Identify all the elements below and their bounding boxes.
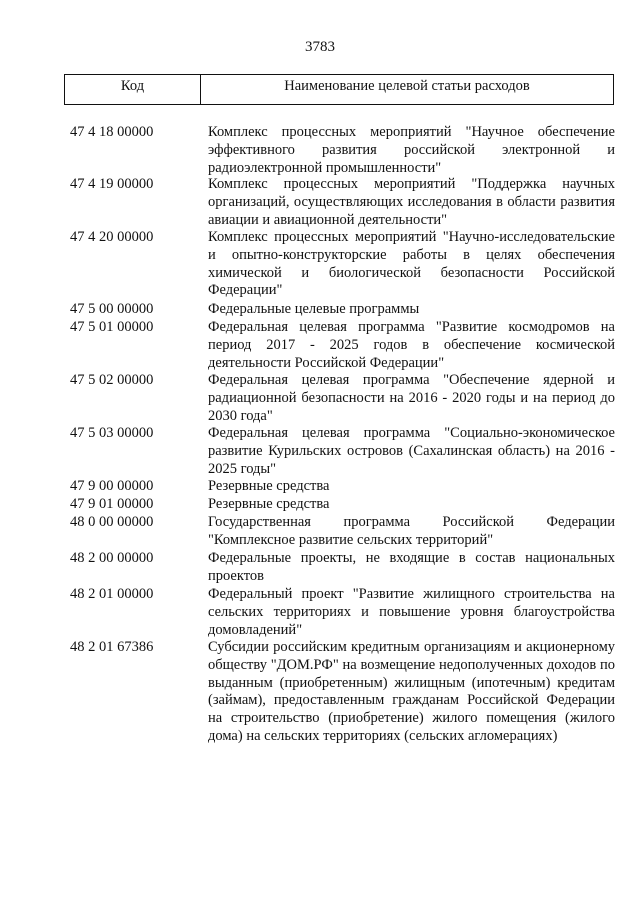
table-header [64, 74, 614, 105]
row-code: 47 4 19 00000 [70, 176, 154, 192]
table-row [70, 176, 615, 229]
page-number: 3783 [305, 39, 335, 55]
table-row [70, 639, 615, 746]
row-code: 47 4 18 00000 [70, 124, 154, 140]
table-row [70, 301, 615, 319]
row-code: 47 5 03 00000 [70, 425, 154, 441]
row-code: 48 0 00 00000 [70, 514, 154, 530]
table-row [70, 319, 615, 372]
row-code: 48 2 01 67386 [70, 639, 154, 655]
code-column-header: Код [65, 75, 201, 104]
table-row [70, 425, 615, 478]
row-name: Федеральные целевые программы [208, 301, 420, 317]
row-name: Федеральная целевая программа "Обеспечение ядерной и радиационной безопасности на 2016 - 2020 годы и на период до 2030 года" [208, 372, 615, 424]
row-name: Федеральная целевая программа "Социально-экономическое развитие Курильских островов (Сахалинская область) на 2016 - 2025 годы" [208, 425, 615, 477]
row-name: Федеральная целевая программа "Развитие космодромов на период 2017 - 2025 годов в обеспечение космической деятельности Российской Федерации" [208, 319, 615, 371]
row-code: 47 5 02 00000 [70, 372, 154, 388]
table-row [70, 478, 615, 496]
table-row [70, 514, 615, 550]
row-code: 47 9 01 00000 [70, 496, 154, 512]
table-row [70, 496, 615, 514]
table-row [70, 372, 615, 425]
row-code: 48 2 00 00000 [70, 550, 154, 566]
row-code: 48 2 01 00000 [70, 586, 154, 602]
row-name: Комплекс процессных мероприятий "Поддержка научных организаций, осуществляющих исследования в области развития авиации и авиационной деятельности" [208, 176, 615, 228]
row-code: 47 5 01 00000 [70, 319, 154, 335]
table-row [70, 229, 615, 301]
row-name: Субсидии российским кредитным организациям и акционерному обществу "ДОМ.РФ" на возмещение недополученных доходов по выданным (приобретенным) жилищным (ипотечным) кредитам (займам), предоставленным гражданам Российской Федерации на строительство (приобретение) жилого помещения (жилого дома) на сельских территориях (сельских агломерациях) [208, 639, 615, 744]
row-name: Комплекс процессных мероприятий "Научно-исследовательские и опытно-конструкторские работы в целях обеспечения химической и биологической безопасности Российской Федерации" [208, 229, 615, 299]
table-row [70, 550, 615, 586]
row-code: 47 4 20 00000 [70, 229, 154, 245]
table-row [70, 586, 615, 639]
budget-items-list [70, 124, 615, 746]
row-name: Резервные средства [208, 496, 330, 512]
row-code: 47 5 00 00000 [70, 301, 154, 317]
table-row [70, 124, 615, 176]
row-name: Федеральный проект "Развитие жилищного строительства на сельских территориях и повышение уровня благоустройства домовладений" [208, 586, 615, 638]
name-column-header: Наименование целевой статьи расходов [284, 78, 530, 94]
row-code: 47 9 00 00000 [70, 478, 154, 494]
row-name: Федеральные проекты, не входящие в состав национальных проектов [208, 550, 615, 584]
row-name: Государственная программа Российской Федерации "Комплексное развитие сельских территорий" [208, 514, 615, 548]
row-name: Комплекс процессных мероприятий "Научное обеспечение эффективного развития российской электронной и радиоэлектронной промышленности" [208, 124, 615, 176]
row-name: Резервные средства [208, 478, 330, 494]
